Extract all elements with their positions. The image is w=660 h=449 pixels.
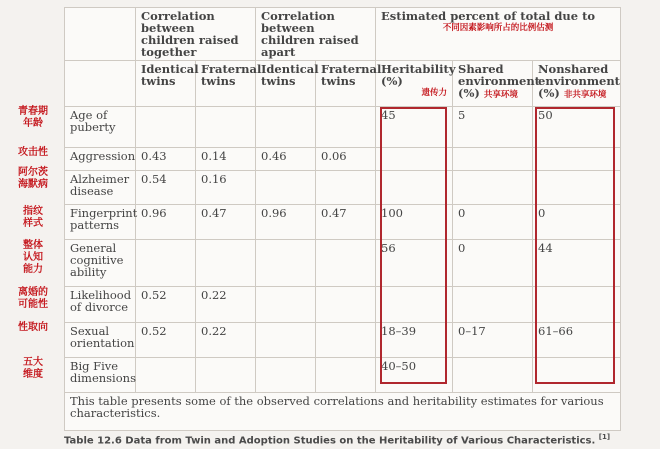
col-heritability	[376, 61, 456, 107]
cell-id-tog: 0.52	[136, 323, 196, 358]
cell-fr-tog	[196, 358, 256, 393]
zh-label-divorce: 离婚的 可能性	[18, 287, 48, 310]
zh-label-puberty: 青春期 年龄	[18, 106, 48, 129]
cell-fr-ap: 0.47	[316, 205, 376, 240]
row-label: Alzheimer disease	[65, 171, 136, 205]
cell-fr-ap	[316, 287, 376, 323]
cell-heritability: 100	[376, 205, 453, 240]
header-estimated	[376, 8, 621, 61]
cell-nonshared: 44	[533, 240, 621, 287]
cell-fr-ap	[316, 171, 376, 205]
cell-fr-tog: 0.22	[196, 323, 256, 358]
cell-id-ap	[256, 171, 316, 205]
row-label: Fingerprint patterns	[65, 205, 136, 240]
cell-shared	[453, 358, 533, 393]
header-apart: Correlation between children raised apart	[256, 8, 376, 61]
header-row-columns	[65, 61, 621, 107]
cell-fr-ap	[316, 240, 376, 287]
cell-nonshared: 0	[533, 205, 621, 240]
zh-label-alzheimer: 阿尔茨 海默病	[18, 167, 48, 190]
cell-id-ap: 0.46	[256, 148, 316, 171]
cell-nonshared: 61–66	[533, 323, 621, 358]
col-heritability-zh: 遗传力	[421, 88, 448, 98]
zh-label-fingerprint: 指纹 样式	[23, 206, 43, 229]
cell-id-tog	[136, 107, 196, 148]
cell-id-ap	[256, 287, 316, 323]
col-shared-label: Shared environment (%)	[458, 62, 540, 100]
header-estimated-zh: 不同因素影响所占的比例估测	[442, 23, 554, 33]
cell-id-tog: 0.43	[136, 148, 196, 171]
cell-fr-ap	[316, 358, 376, 393]
cell-id-ap	[256, 358, 316, 393]
cell-id-tog: 0.96	[136, 205, 196, 240]
cell-heritability: 40–50	[376, 358, 453, 393]
cell-shared	[453, 171, 533, 205]
cell-shared: 0–17	[453, 323, 533, 358]
col-nonshared	[533, 61, 621, 107]
col-nonshared-zh: 非共享环境	[563, 90, 607, 100]
cell-heritability: 45	[376, 107, 453, 148]
cell-heritability: 18–39	[376, 323, 453, 358]
cell-id-ap	[256, 323, 316, 358]
cell-fr-tog: 0.22	[196, 287, 256, 323]
footnote-row	[65, 393, 621, 431]
cell-fr-tog: 0.47	[196, 205, 256, 240]
row-label: Likelihood of divorce	[65, 287, 136, 323]
caption-reference: [1]	[598, 433, 611, 441]
zh-label-orientation: 性取向	[18, 322, 48, 333]
header-together: Correlation between children raised together	[136, 8, 256, 61]
cell-id-ap: 0.96	[256, 205, 316, 240]
table-footnote: This table presents some of the observed correlations and heritability estimates for various characteristics.	[65, 393, 621, 431]
cell-fr-ap: 0.06	[316, 148, 376, 171]
cell-id-tog: 0.52	[136, 287, 196, 323]
cell-shared: 0	[453, 240, 533, 287]
row-label: General cognitive ability	[65, 240, 136, 287]
col-shared-zh: 共享环境	[483, 90, 518, 100]
row-label: Aggression	[65, 148, 136, 171]
row-label: Big Five dimensions	[65, 358, 136, 393]
col-nonshared-label: Nonshared environment (%)	[538, 62, 620, 100]
col-shared	[453, 61, 540, 107]
cell-shared	[453, 287, 533, 323]
cell-fr-tog	[196, 240, 256, 287]
cell-fr-ap	[316, 323, 376, 358]
table-caption-text: Table 12.6 Data from Twin and Adoption Studies on the Heritability of Various Characteristics.	[64, 435, 596, 447]
zh-label-aggression: 攻击性	[18, 147, 48, 158]
zh-label-cognitive: 整体 认知 能力	[23, 240, 43, 275]
cell-shared: 0	[453, 205, 533, 240]
col-heritability-label: Heritability (%)	[381, 62, 456, 88]
cell-id-tog	[136, 358, 196, 393]
cell-shared: 5	[453, 107, 533, 148]
table-caption	[64, 433, 610, 446]
row-label: Sexual orientation	[65, 323, 136, 358]
row-label: Age of puberty	[65, 107, 136, 148]
heritability-highlight-box	[380, 107, 447, 384]
col-fraternal-apart: Fraternal twins	[316, 61, 376, 107]
cell-heritability: 56	[376, 240, 453, 287]
zh-label-bigfive: 五大 维度	[23, 357, 43, 380]
header-estimated-label: Estimated percent of total due to	[381, 9, 596, 23]
cell-fr-ap	[316, 107, 376, 148]
nonshared-highlight-box	[535, 107, 615, 384]
col-identical-together: Identical twins	[136, 61, 196, 107]
cell-fr-tog	[196, 107, 256, 148]
cell-nonshared: 50	[533, 107, 621, 148]
cell-id-tog	[136, 240, 196, 287]
col-identical-apart: Identical twins	[256, 61, 316, 107]
cell-id-ap	[256, 240, 316, 287]
cell-fr-tog: 0.16	[196, 171, 256, 205]
cell-id-tog: 0.54	[136, 171, 196, 205]
col-fraternal-together: Fraternal twins	[196, 61, 256, 107]
header-row-groups	[65, 8, 621, 61]
cell-shared	[453, 148, 533, 171]
cell-id-ap	[256, 107, 316, 148]
cell-fr-tog: 0.14	[196, 148, 256, 171]
